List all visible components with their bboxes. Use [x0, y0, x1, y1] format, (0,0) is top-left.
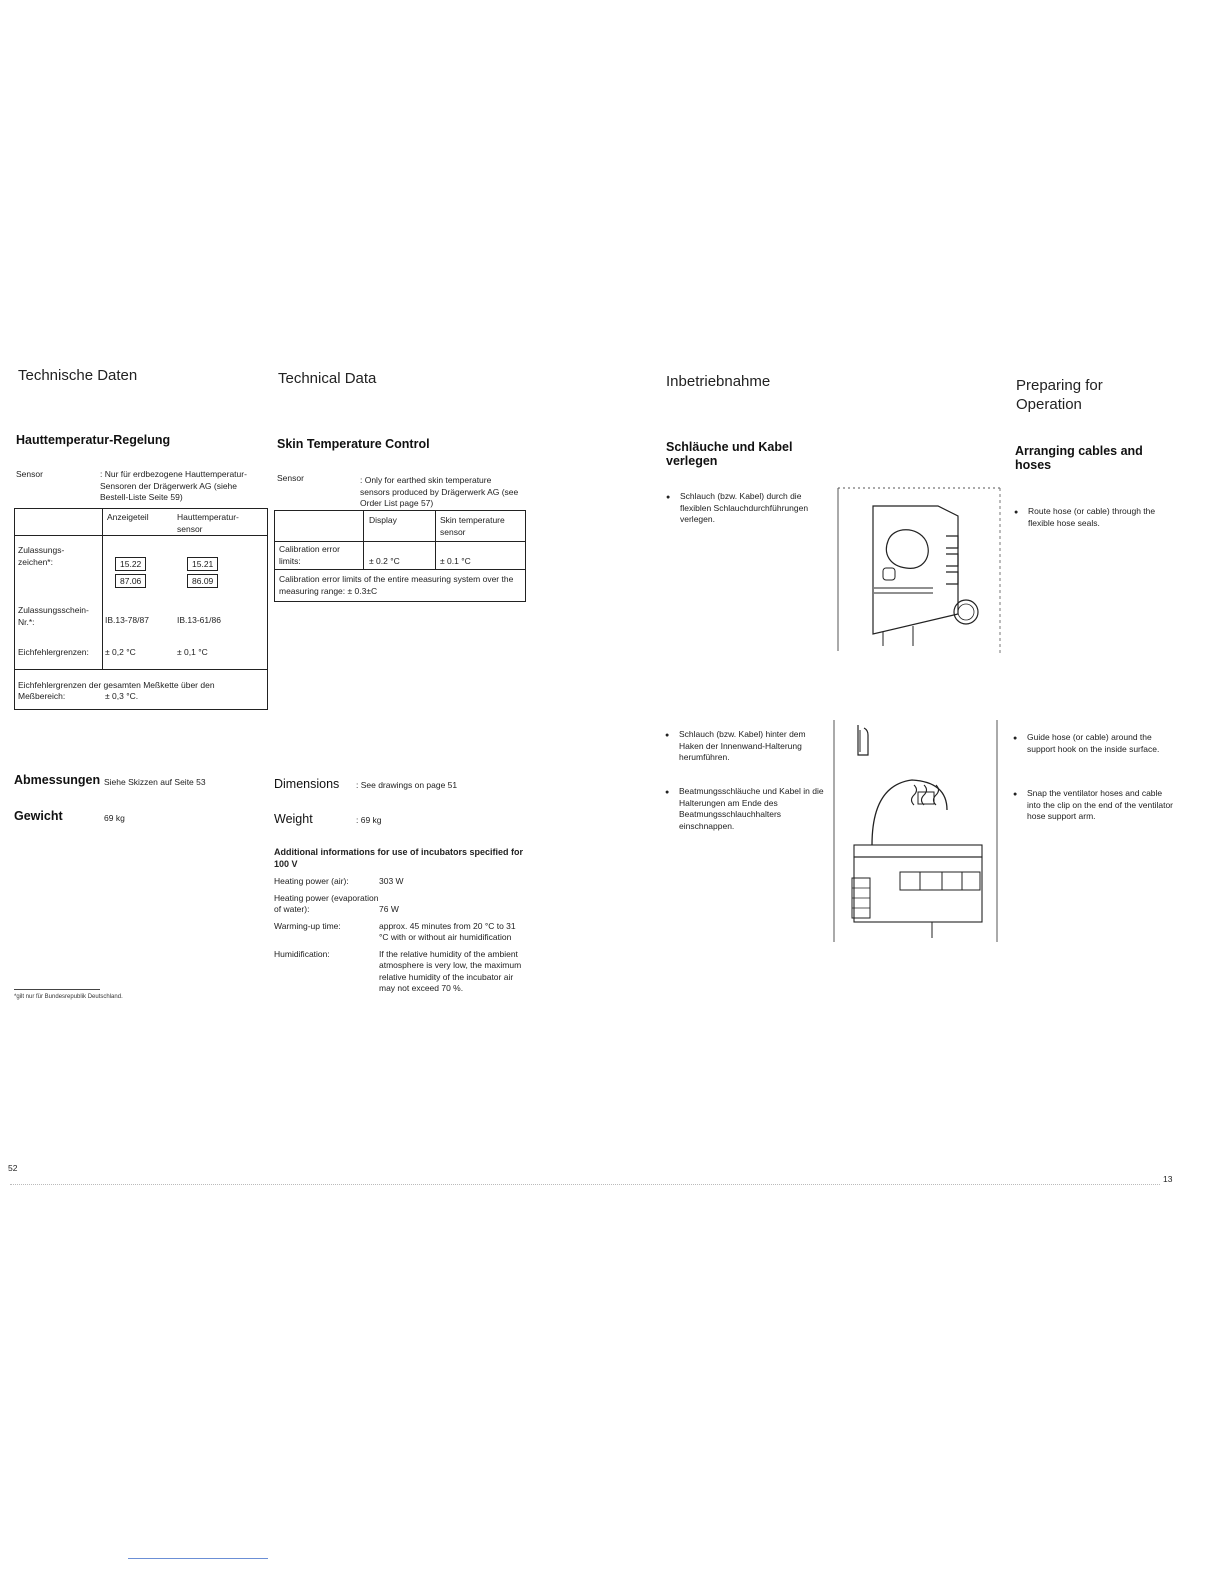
footnote: *gilt nur für Bundesrepublik Deutschland.: [14, 994, 123, 1000]
de-row-certificate-no: Zulassungsschein-Nr.*:: [18, 605, 89, 627]
en-page-title: Technical Data: [278, 370, 377, 387]
de-bullet-snap-hoses: ● Beatmungsschläuche und Kabel in die Halterungen am Ende des Beatmungsschlauchhalters einschnappen.: [679, 786, 824, 832]
de-approval-sensor-2: 86.09: [187, 571, 218, 589]
ventilator-support-illustration: [832, 720, 1002, 945]
de-row-approval-mark: Zulassungs-zeichen*:: [18, 545, 65, 567]
en-col-sensor: Skin temperature sensor: [440, 515, 505, 537]
en-sensor-text: : Only for earthed skin temperature sensors produced by Drägerwerk AG (see Order List page 57): [360, 475, 519, 508]
right-en-section-heading: Arranging cables and hoses: [1015, 444, 1143, 472]
additional-info-heading: Additional informations for use of incubators specified for 100 V: [274, 847, 524, 869]
de-certificate-sensor: IB.13-61/86: [177, 615, 221, 625]
de-certificate-display: IB.13-78/87: [105, 615, 149, 625]
footnote-rule: [14, 989, 100, 990]
spec-warmup: Warming-up time: approx. 45 minutes from 20 °C to 31 °C with or without air humidification: [274, 920, 516, 942]
spec-humidification: Humidification: If the relative humidity of the ambient atmosphere is very low, the maximum relative humidity of the incubator air may not exceed 70 %.: [274, 948, 522, 993]
de-data-table: [14, 508, 268, 710]
bottom-scan-line: [10, 1184, 1160, 1185]
de-row-calibration: Eichfehlergrenzen:: [18, 647, 89, 657]
en-table-footer: Calibration error limits of the entire measuring system over the measuring range: ± 0.3±C: [279, 574, 514, 596]
right-en-page-title: Preparing for Operation: [1016, 377, 1103, 413]
de-approval-display-2: 87.06: [115, 571, 146, 589]
en-dimensions-text: : See drawings on page 51: [356, 780, 458, 790]
de-weight-value: 69 kg: [104, 813, 125, 823]
de-bullet-route-hose: ● Schlauch (bzw. Kabel) durch die flexiblen Schlauchdurchführungen verlegen.: [680, 491, 825, 526]
en-bullet-route-hose: ● Route hose (or cable) through the flexible hose seals.: [1028, 506, 1178, 529]
de-table-footer-line1: Eichfehlergrenzen der gesamten Meßkette über den: [18, 680, 215, 690]
de-bullet-guide-hose: ● Schlauch (bzw. Kabel) hinter dem Haken der Innenwand-Halterung herumführen.: [679, 729, 824, 764]
de-col-sensor: Hauttemperatur-sensor: [177, 512, 239, 534]
right-de-section-heading: Schläuche und Kabel verlegen: [666, 440, 793, 468]
spec-list: [274, 876, 529, 995]
en-dimensions-label: Dimensions: [274, 777, 340, 791]
right-de-page-title: Inbetriebnahme: [666, 373, 771, 390]
en-bullet-guide-hose: ● Guide hose (or cable) around the support hook on the inside surface.: [1027, 732, 1177, 755]
de-sensor-label: Sensor: [16, 469, 43, 479]
en-section-heading: Skin Temperature Control: [277, 437, 430, 451]
en-sensor-label: Sensor: [277, 473, 304, 483]
de-weight-label: Gewicht: [14, 809, 63, 823]
de-page-title: Technische Daten: [18, 367, 138, 384]
hose-seal-illustration: [838, 486, 1002, 656]
en-row-calibration: Calibration error limits:: [279, 544, 340, 566]
de-dimensions-label: Abmessungen: [14, 773, 101, 787]
de-dimensions-text: Siehe Skizzen auf Seite 53: [104, 777, 206, 787]
spec-heating-air: Heating power (air): 303 W: [274, 876, 404, 886]
en-data-table: [274, 510, 526, 602]
de-calibration-sensor: ± 0,1 °C: [177, 647, 208, 657]
bottom-blue-rule: [128, 1558, 268, 1559]
en-calibration-sensor: ± 0.1 °C: [440, 556, 471, 566]
page-number-right: 13: [1163, 1174, 1173, 1184]
en-weight-value: : 69 kg: [356, 815, 382, 825]
en-calibration-display: ± 0.2 °C: [369, 556, 400, 566]
de-approval-display-1: 15.22: [115, 554, 146, 572]
de-calibration-display: ± 0,2 °C: [105, 647, 136, 657]
page-number-left: 52: [8, 1163, 18, 1173]
de-table-footer-label: Meßbereich:: [18, 691, 66, 701]
de-approval-sensor-1: 15.21: [187, 554, 218, 572]
de-table-footer-value: ± 0,3 °C.: [105, 691, 139, 701]
de-sensor-text: : Nur für erdbezogene Hauttemperatur-Sensoren der Drägerwerk AG (siehe Bestell-Liste Seite 59): [100, 469, 247, 502]
en-weight-label: Weight: [274, 812, 313, 826]
de-section-heading: Hauttemperatur-Regelung: [16, 433, 171, 447]
en-bullet-snap-hoses: ● Snap the ventilator hoses and cable into the clip on the end of the ventilator hose support arm.: [1027, 788, 1177, 823]
de-col-display: Anzeigeteil: [107, 512, 149, 522]
en-col-display: Display: [369, 515, 397, 525]
spec-heating-water: Heating power (evaporation of water): 76 W: [274, 892, 399, 914]
